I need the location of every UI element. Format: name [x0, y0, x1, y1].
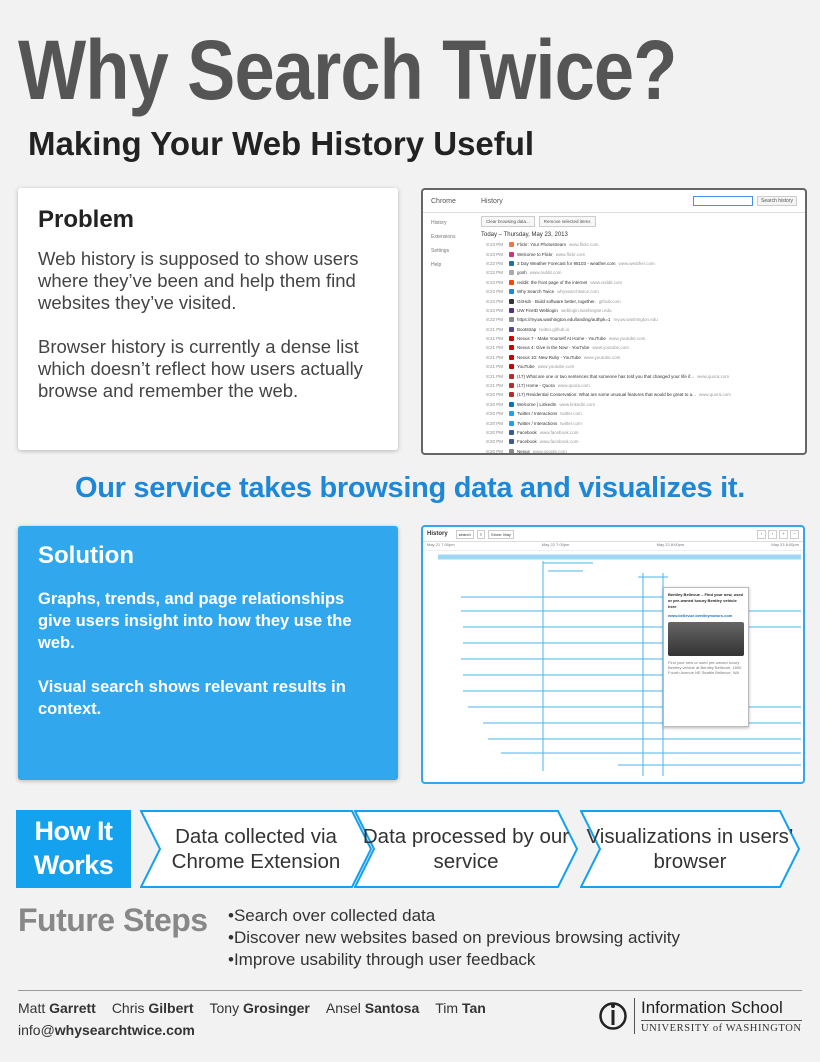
favicon-icon	[509, 449, 514, 454]
favicon-icon	[509, 289, 514, 294]
zoom-in-icon[interactable]: +	[779, 530, 788, 539]
history-row-title[interactable]: (17) What are one or two sentences that someone has told you that changed your life if...	[517, 373, 695, 379]
favicon-icon	[509, 280, 514, 285]
history-row-url: whysearchtwice.com	[557, 289, 599, 295]
viz-axis-label: May 22 7:00pm	[541, 542, 570, 547]
history-row-url: www.quora.com	[698, 392, 731, 398]
history-row[interactable]	[481, 306, 799, 315]
member-last-name: Garrett	[49, 1000, 96, 1016]
history-row[interactable]	[481, 418, 799, 427]
history-row[interactable]	[481, 409, 799, 418]
history-row-time: 8:21 PM	[486, 364, 503, 370]
history-row-url: www.flickr.com	[555, 251, 586, 257]
history-sidebar	[431, 212, 471, 268]
step-3	[580, 810, 800, 888]
history-row[interactable]	[481, 428, 799, 437]
history-row-time: 8:22 PM	[486, 289, 503, 295]
footer-divider	[18, 990, 802, 991]
history-row[interactable]	[481, 278, 799, 287]
history-row-title[interactable]: Why Search Twice	[517, 289, 555, 295]
member-last-name: Grosinger	[242, 1000, 310, 1016]
history-row-time: 8:20 PM	[486, 392, 503, 398]
service-banner: Our service takes browsing data and visualizes it.	[75, 472, 745, 504]
logo-line-1: Information School	[641, 998, 783, 1017]
history-row[interactable]	[481, 334, 799, 343]
history-row[interactable]	[481, 362, 799, 371]
favicon-icon	[509, 270, 514, 275]
team-members	[18, 1000, 502, 1016]
history-search-button[interactable]: Search history	[757, 196, 797, 206]
history-row[interactable]	[481, 447, 799, 455]
history-search-input[interactable]	[693, 196, 753, 206]
history-row-title[interactable]: Nexus 4: Give in the Now - YouTube	[517, 345, 590, 351]
member-first-name: Tim	[435, 1000, 462, 1016]
history-row-url: www.google.com	[532, 448, 567, 454]
history-row-title[interactable]: reddit: the front page of the internet	[517, 279, 588, 285]
history-row[interactable]	[481, 381, 799, 390]
problem-text-2: Browser history is currently a dense list which doesn’t reflect how users actually browse and remember the web.	[38, 336, 363, 401]
history-row-title[interactable]: Nexus 10: New Ruby - YouTube	[517, 354, 581, 360]
favicon-icon	[509, 374, 514, 379]
history-row-url: www.facebook.com	[539, 439, 579, 445]
popup-url[interactable]: www.bellevue.bentleymotors.com	[668, 613, 733, 618]
history-row-url: myuw.washington.edu	[613, 317, 658, 323]
history-row-time: 8:23 PM	[486, 242, 503, 248]
history-row-time: 8:21 PM	[486, 336, 503, 342]
solution-card	[18, 526, 398, 780]
step-3-text: Visualizations in users’ browser	[586, 825, 794, 873]
history-row-time: 8:23 PM	[486, 251, 503, 257]
history-row-title[interactable]: (17) Home - Quora	[517, 383, 555, 389]
ischool-icon	[598, 1001, 628, 1031]
history-row-title[interactable]: Welcome to Flickr	[517, 251, 553, 257]
history-row-url: www.reddit.com	[590, 279, 623, 285]
favicon-icon	[509, 421, 514, 426]
how-it-works-text: How It Works	[33, 816, 114, 880]
history-row-title[interactable]: Twitter / Interactions	[517, 420, 558, 426]
history-row-url: twitter.github.io	[539, 326, 570, 332]
favicon-icon	[509, 383, 514, 388]
team-member	[112, 1000, 194, 1016]
team-member	[326, 1000, 419, 1016]
future-step-item: • Improve usability through user feedback	[228, 949, 680, 971]
viz-nav-controls	[757, 530, 799, 539]
history-row[interactable]	[481, 343, 799, 352]
step-1-text: Data collected via Chrome Extension	[171, 825, 341, 873]
history-day: Today – Thursday, May 23, 2013	[481, 232, 568, 238]
favicon-icon	[509, 252, 514, 257]
history-row-time: 8:21 PM	[486, 326, 503, 332]
how-it-works-label	[16, 810, 131, 888]
solution-text-1: Graphs, trends, and page relationships give users insight into how they use the web.	[38, 590, 352, 652]
team-member	[435, 1000, 486, 1016]
history-row-url: www.youtube.com	[608, 336, 646, 342]
history-row-url: github.com	[598, 298, 621, 304]
viz-axis-label: May 22 8:00pm	[656, 542, 685, 547]
history-main	[481, 212, 799, 455]
history-row[interactable]	[481, 437, 799, 446]
step-2-text: Data processed by our service	[362, 825, 570, 873]
history-row-url: www.linkedin.com	[559, 401, 596, 407]
viz-since-control[interactable]: Since: May	[488, 530, 514, 539]
history-row-time: 8:22 PM	[486, 260, 503, 266]
viz-result-popup[interactable]	[663, 587, 749, 727]
popup-title: Bentley Bellevue – Find your new, used or pre-owned luxury Bentley vehicle here	[668, 592, 743, 609]
history-row-title[interactable]: Bootstrap	[517, 326, 537, 332]
history-row-time: 8:21 PM	[486, 345, 503, 351]
history-row[interactable]	[481, 249, 799, 258]
history-row-time: 8:20 PM	[486, 401, 503, 407]
popup-description: Find your new or used pre-owned luxury Bentley vehicle at Bentley Bellevue, 1600 Fourth Avenue NE Seattle Bellevue, WA	[668, 660, 742, 675]
visualization-screenshot	[421, 525, 805, 784]
history-sidebar-item[interactable]: Settings	[431, 248, 450, 254]
history-app-label: Chrome	[431, 197, 456, 205]
history-row-title[interactable]: (17) Residential Conservation: What are some unusual features that would be great to a...	[517, 392, 696, 398]
history-row-title[interactable]: gosh	[517, 270, 527, 276]
favicon-icon	[509, 308, 514, 313]
email-domain: whysearchtwice.com	[54, 1022, 195, 1038]
logo-line-2: UNIVERSITY of WASHINGTON	[641, 1020, 802, 1034]
future-steps-heading: Future Steps	[18, 902, 208, 938]
history-row-title[interactable]: Twitter / Interactions	[517, 411, 558, 417]
history-row[interactable]	[481, 353, 799, 362]
history-row-url: www.youtube.com	[583, 354, 621, 360]
favicon-icon	[509, 261, 514, 266]
member-last-name: Tan	[461, 1000, 486, 1016]
viz-search-control[interactable]: search	[456, 530, 474, 539]
favicon-icon	[509, 411, 514, 416]
viz-time-axis	[423, 542, 803, 551]
history-row[interactable]	[481, 390, 799, 399]
member-first-name: Ansel	[325, 1000, 365, 1016]
clear-browsing-data-button[interactable]: Clear browsing data...	[481, 216, 535, 227]
history-row[interactable]	[481, 240, 799, 249]
history-row[interactable]	[481, 400, 799, 409]
viz-axis-label: May 23 8:00pm	[771, 542, 799, 547]
member-first-name: Tony	[209, 1000, 243, 1016]
history-row-url: www.weather.com	[618, 260, 655, 266]
poster-subtitle: Making Your Web History Useful	[28, 125, 535, 162]
favicon-icon	[509, 364, 514, 369]
favicon-icon	[509, 299, 514, 304]
history-row-url: www.quora.com	[697, 373, 730, 379]
favicon-icon	[509, 327, 514, 332]
history-row-time: 8:21 PM	[486, 354, 503, 360]
history-row-title[interactable]: GitHub · Build software better, together.	[517, 298, 596, 304]
history-row-title[interactable]: Nexus	[517, 448, 530, 454]
problem-text-1: Web history is supposed to show users where they’ve been and help them find websites they’ve visited.	[38, 248, 359, 313]
solution-text-2: Visual search shows relevant results in context.	[38, 678, 346, 718]
favicon-icon	[509, 317, 514, 322]
favicon-icon	[509, 430, 514, 435]
history-row-time: 8:22 PM	[486, 307, 503, 313]
remove-selected-button[interactable]: Remove selected items	[539, 216, 596, 227]
history-row[interactable]	[481, 259, 799, 268]
member-first-name: Chris	[111, 1000, 149, 1016]
history-topbar	[423, 190, 805, 213]
history-row-url: www.quora.com	[557, 383, 590, 389]
history-row-url: www.flickr.com	[569, 242, 599, 248]
history-row-title[interactable]: YouTube	[517, 364, 535, 370]
zoom-out-icon[interactable]: −	[790, 530, 799, 539]
problem-heading: Problem	[38, 206, 135, 233]
step-2	[354, 810, 578, 888]
history-row[interactable]	[481, 268, 799, 277]
history-row-title[interactable]: Welcome | LinkedIn	[517, 401, 557, 407]
history-row-title[interactable]: UW FireID Weblogin	[517, 307, 558, 313]
history-row-url: www.youtube.com	[537, 364, 575, 370]
favicon-icon	[509, 402, 514, 407]
contact-email[interactable]	[18, 1022, 195, 1038]
history-row-time: 8:21 PM	[486, 383, 503, 389]
history-row-time: 8:20 PM	[486, 430, 503, 435]
history-row[interactable]	[481, 371, 799, 380]
member-last-name: Gilbert	[148, 1000, 194, 1016]
history-row-time: 8:20 PM	[486, 411, 503, 417]
history-row-url: twitter.com	[560, 420, 582, 426]
history-sidebar-item[interactable]: Extensions	[431, 234, 456, 240]
favicon-icon	[509, 345, 514, 350]
ischool-logo	[598, 998, 802, 1034]
history-row[interactable]	[481, 296, 799, 305]
history-row-time: 8:22 PM	[486, 279, 503, 285]
history-row-url: twitter.com	[560, 411, 582, 417]
history-sidebar-item[interactable]: Help	[431, 262, 442, 268]
history-row-time: 8:20 PM	[486, 420, 503, 426]
team-member	[18, 1000, 96, 1016]
step-1	[140, 810, 372, 888]
history-row[interactable]	[481, 325, 799, 334]
history-row[interactable]	[481, 287, 799, 296]
history-row-time: 8:20 PM	[486, 439, 503, 445]
poster-title: Why Search Twice?	[18, 23, 677, 117]
future-step-item: • Discover new websites based on previous browsing activity	[228, 927, 680, 949]
history-row-time: 8:22 PM	[486, 298, 503, 304]
history-row-time: 8:22 PM	[486, 317, 503, 323]
history-row-title[interactable]: Facebook	[517, 439, 537, 445]
history-page-label: History	[481, 197, 503, 205]
history-row-url: weblogin.washington.edu	[560, 307, 612, 313]
prev-icon[interactable]: ‹	[757, 530, 766, 539]
history-row-time: 8:22 PM	[486, 270, 503, 276]
future-steps-list	[228, 905, 680, 971]
favicon-icon	[509, 439, 514, 444]
solution-heading: Solution	[38, 542, 134, 569]
history-row-title[interactable]: Flickr: Your Photostream	[517, 242, 567, 248]
history-buttons	[481, 216, 799, 227]
chrome-history-screenshot	[421, 188, 807, 455]
history-row-title[interactable]: https://myuw.washington.edu/landing/authpk=1	[517, 317, 611, 323]
viz-topbar	[423, 527, 803, 542]
history-row-title[interactable]: 3 Day Weather Forecast for 98103 - weather.com	[517, 260, 616, 266]
email-prefix: info@	[18, 1022, 55, 1038]
history-list	[481, 240, 799, 455]
member-first-name: Matt	[18, 1000, 50, 1016]
car-thumbnail	[668, 622, 744, 656]
favicon-icon	[509, 392, 514, 397]
history-row-url: www.facebook.com	[539, 430, 579, 435]
history-row[interactable]	[481, 315, 799, 324]
history-row-title[interactable]: Nexus 7 - Make Yourself At Home - YouTube	[517, 336, 606, 342]
viz-label: History	[427, 531, 448, 537]
favicon-icon	[509, 355, 514, 360]
future-step-item: • Search over collected data	[228, 905, 680, 927]
viz-menu-control[interactable]: ≡	[477, 530, 485, 539]
history-row-time: 8:21 PM	[486, 373, 503, 379]
team-member	[210, 1000, 310, 1016]
next-icon[interactable]: ›	[768, 530, 777, 539]
history-row-url: www.reddit.com	[529, 270, 562, 276]
history-row-url: www.youtube.com	[592, 345, 629, 351]
history-sidebar-item[interactable]: History	[431, 220, 447, 226]
viz-axis-label: May 21 7:00pm	[427, 542, 455, 547]
history-row-time: 8:20 PM	[486, 448, 503, 454]
member-last-name: Santosa	[364, 1000, 420, 1016]
favicon-icon	[509, 336, 514, 341]
problem-card	[18, 188, 398, 450]
favicon-icon	[509, 242, 514, 247]
history-row-title[interactable]: Facebook	[517, 430, 537, 435]
